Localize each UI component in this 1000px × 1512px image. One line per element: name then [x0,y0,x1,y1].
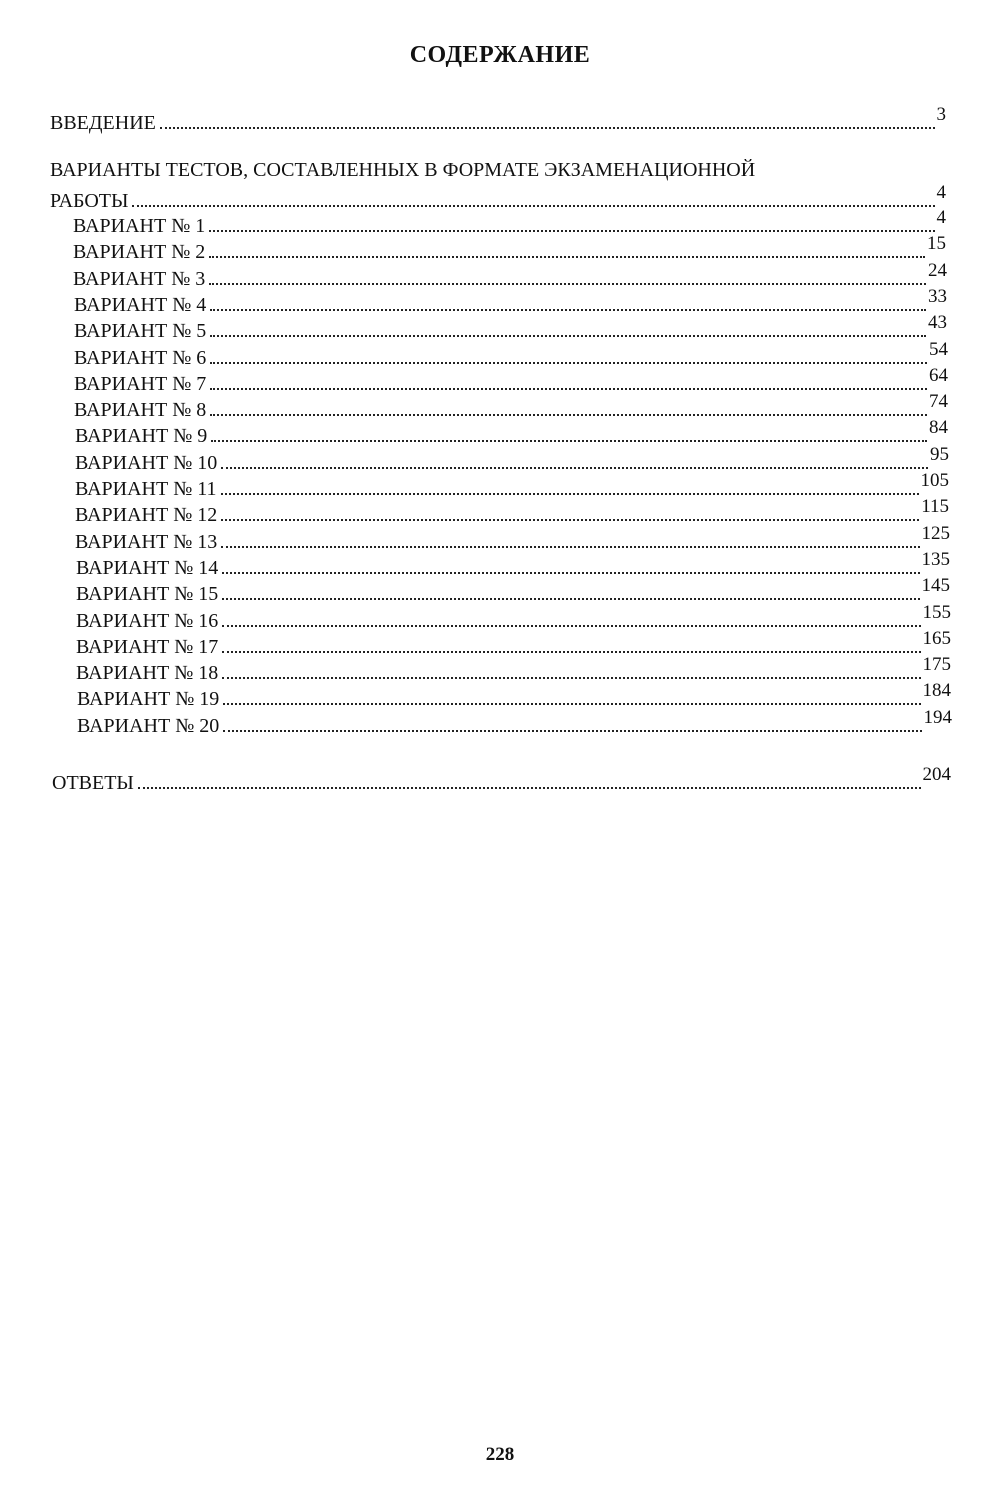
toc-entry-page: 24 [928,260,947,281]
toc-entry-page: 4 [936,207,946,228]
toc-entry-label: ВВЕДЕНИЕ [50,112,156,134]
toc-section-heading-line1: ВАРИАНТЫ ТЕСТОВ, СОСТАВЛЕННЫХ В ФОРМАТЕ ЭКЗАМЕНАЦИОННОЙ [50,159,756,181]
toc-entry-page: 105 [920,470,949,491]
dot-leader [221,546,919,548]
toc-entry-variant[interactable] [73,207,946,240]
toc-entry-label: ВАРИАНТ № 15 [76,583,219,605]
toc-entry-label: ВАРИАНТ № 14 [76,557,219,579]
toc-entry-variant[interactable] [76,628,951,661]
toc-entry-label: ВАРИАНТ № 10 [75,452,218,474]
toc-entry-page: 165 [922,628,951,649]
dot-leader [209,256,925,258]
toc-entry-page: 145 [921,575,950,596]
toc-entry-variant[interactable] [76,549,950,582]
dot-leader [222,625,920,627]
dot-leader [221,519,919,521]
toc-entry-answers[interactable] [52,764,951,797]
toc-entry-label: ВАРИАНТ № 3 [73,268,206,290]
toc-entry-variant[interactable] [77,707,952,740]
dot-leader [223,730,921,732]
dot-leader [209,283,926,285]
toc-entry-page: 54 [929,339,948,360]
dot-leader [210,362,927,364]
toc-entry-page: 74 [929,391,948,412]
toc-entry-page: 184 [922,680,951,701]
dot-leader [209,230,934,232]
toc-entry-variants-section[interactable] [50,182,946,215]
toc-entry-variant[interactable] [74,391,948,424]
toc-entry-page: 3 [936,104,946,125]
dot-leader [223,703,920,705]
toc-entry-label: ВАРИАНТ № 20 [77,715,220,737]
toc-entry-label: ВАРИАНТ № 6 [74,347,207,369]
toc-entry-label: ВАРИАНТ № 7 [74,373,207,395]
dot-leader [210,309,926,311]
toc-entry-page: 194 [923,707,952,728]
dot-leader [221,493,919,495]
toc-entry-label: РАБОТЫ [50,190,129,212]
toc-entry-page: 4 [936,182,946,203]
toc-entry-page: 155 [922,602,951,623]
toc-entry-page: 135 [921,549,950,570]
toc-entry-variant[interactable] [74,365,948,398]
dot-leader [132,205,934,207]
toc-entry-variant[interactable] [73,233,946,266]
toc-entry-label: ВАРИАНТ № 13 [75,531,218,553]
toc-entry-variant[interactable] [77,680,951,713]
dot-leader [210,388,927,390]
toc-entry-page: 15 [927,233,946,254]
dot-leader [221,467,928,469]
toc-entry-variant[interactable] [74,312,947,345]
toc-entry-page: 64 [929,365,948,386]
toc-entry-variant[interactable] [75,417,948,450]
dot-leader [222,651,920,653]
toc-entry-label: ВАРИАНТ № 4 [74,294,207,316]
toc-entry-page: 115 [921,496,949,517]
dot-leader [138,787,921,789]
toc-entry-label: ВАРИАНТ № 8 [74,399,207,421]
toc-entry-page: 43 [928,312,947,333]
dot-leader [211,440,927,442]
toc-entry-variant[interactable] [76,654,951,687]
toc-entry-label: ВАРИАНТ № 5 [74,320,207,342]
toc-entry-page: 33 [928,286,947,307]
toc-entry-variant[interactable] [75,444,949,477]
toc-entry-variant[interactable] [75,470,949,503]
toc-entry-variant[interactable] [75,496,949,529]
toc-entry-label: ВАРИАНТ № 18 [76,662,219,684]
toc-entry-label: ВАРИАНТ № 16 [76,610,219,632]
dot-leader [222,572,919,574]
toc-entry-label: ОТВЕТЫ [52,772,134,794]
toc-entry-variant[interactable] [74,286,947,319]
toc-entry-label: ВАРИАНТ № 1 [73,215,206,237]
dot-leader [222,598,919,600]
toc-entry-page: 125 [921,523,950,544]
toc-entry-variant[interactable] [74,339,948,372]
toc-entry-label: ВАРИАНТ № 11 [75,478,217,500]
toc-entry-label: ВАРИАНТ № 19 [77,688,220,710]
toc-entry-page: 175 [922,654,951,675]
toc-entry-label: ВАРИАНТ № 12 [75,504,218,526]
page-title: СОДЕРЖАНИЕ [409,42,591,68]
dot-leader [210,335,926,337]
toc-entry-variant[interactable] [73,260,947,293]
toc-entry-label: ВАРИАНТ № 2 [73,241,206,263]
toc-entry-page: 95 [930,444,949,465]
dot-leader [160,127,935,129]
toc-entry-page: 84 [929,417,948,438]
toc-entry-label: ВАРИАНТ № 17 [76,636,219,658]
toc-entry-page: 204 [922,764,951,785]
toc-entry-variant[interactable] [76,602,951,635]
toc-entry-intro[interactable] [50,104,946,137]
toc-entry-label: ВАРИАНТ № 9 [75,425,208,447]
dot-leader [222,677,920,679]
toc-entry-variant[interactable] [76,575,950,608]
dot-leader [210,414,927,416]
page-number: 228 [485,1444,515,1465]
toc-entry-variant[interactable] [75,523,950,556]
